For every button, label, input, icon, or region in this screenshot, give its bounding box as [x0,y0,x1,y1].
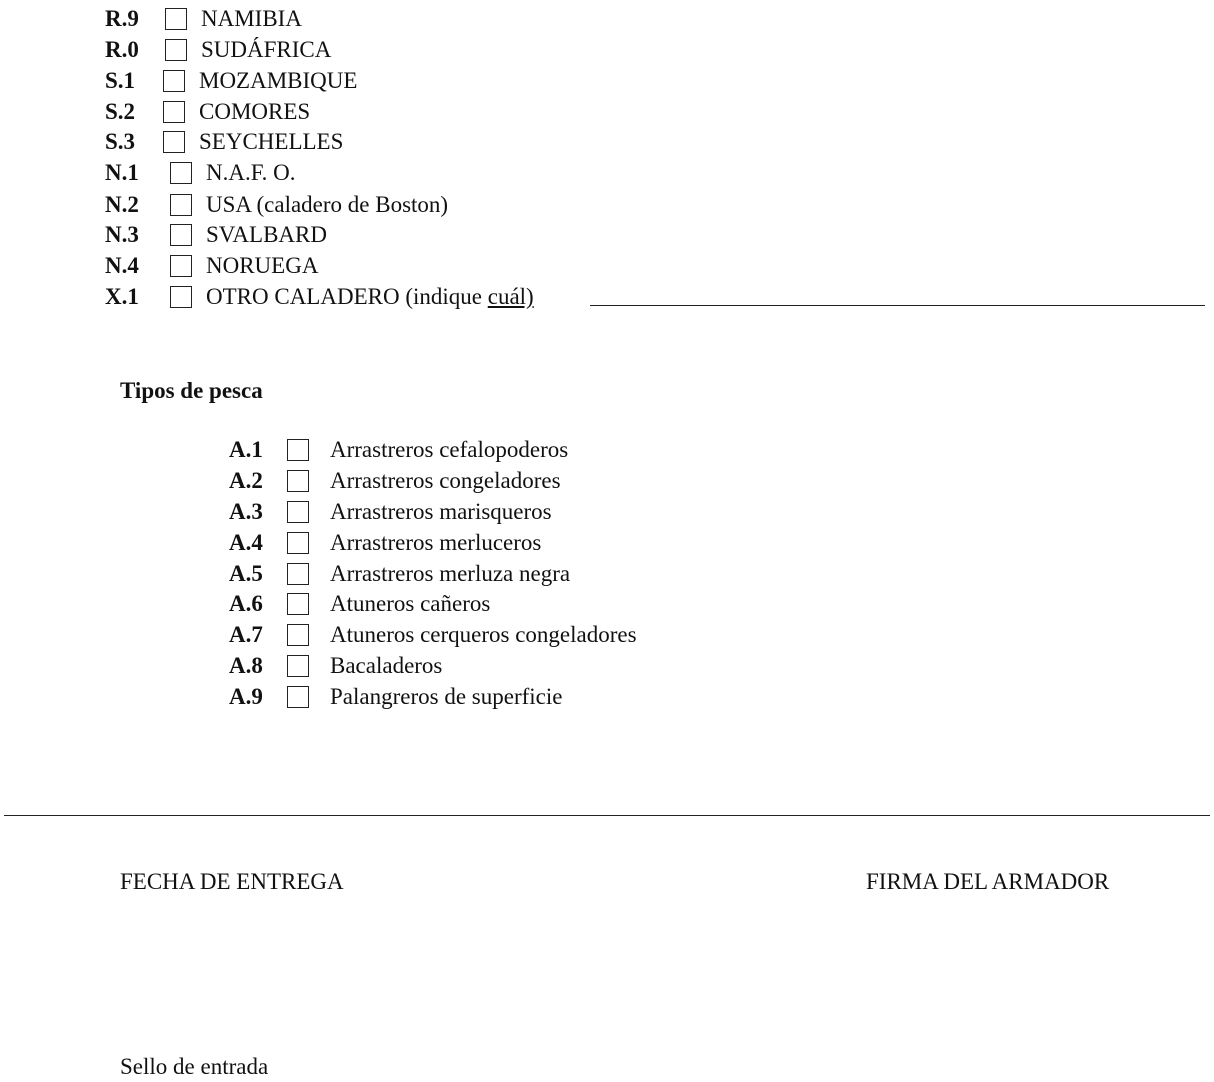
caladero-option [105,127,343,157]
caladero-checkbox[interactable] [170,162,192,184]
caladero-option-otro [105,282,534,312]
caladero-option [105,220,327,250]
tipo-pesca-checkbox[interactable] [287,501,309,523]
tipo-pesca-label: Atuneros cerqueros congeladores [330,622,637,647]
section-divider [4,815,1210,816]
tipo-pesca-option [229,466,561,496]
tipo-pesca-label: Arrastreros merluceros [330,530,542,555]
caladero-code: N.4 [105,253,139,278]
caladero-checkbox[interactable] [163,101,185,123]
caladero-label: NAMIBIA [201,6,302,31]
tipo-pesca-checkbox[interactable] [287,439,309,461]
tipo-pesca-checkbox[interactable] [287,624,309,646]
caladero-option [105,35,331,65]
tipo-pesca-label: Arrastreros merluza negra [330,561,571,586]
tipo-pesca-option [229,528,541,558]
tipo-pesca-option [229,435,568,465]
otro-label-prefix: OTRO CALADERO (indique [206,284,482,309]
tipo-pesca-option [229,559,570,589]
tipo-pesca-code: A.9 [229,684,263,709]
caladero-code: X.1 [105,284,139,309]
caladero-code: R.0 [105,37,139,62]
caladero-label: MOZAMBIQUE [199,68,358,93]
caladero-option [105,97,310,127]
tipo-pesca-label: Bacaladeros [330,653,443,678]
tipo-pesca-code: A.7 [229,622,263,647]
caladero-option [105,158,296,188]
tipo-pesca-checkbox[interactable] [287,532,309,554]
tipo-pesca-checkbox[interactable] [287,655,309,677]
tipo-pesca-label: Arrastreros cefalopoderos [330,437,569,462]
firma-armador-label: FIRMA DEL ARMADOR [866,869,1110,894]
caladero-checkbox[interactable] [170,194,192,216]
tipo-pesca-code: A.4 [229,530,263,555]
caladero-option [105,251,318,281]
tipo-pesca-code: A.8 [229,653,263,678]
tipo-pesca-option [229,651,442,681]
caladero-checkbox[interactable] [170,224,192,246]
tipo-pesca-code: A.3 [229,499,263,524]
caladero-option [105,190,448,220]
tipo-pesca-option [229,589,490,619]
caladero-label: USA (caladero de Boston) [206,192,449,217]
fecha-entrega-label: FECHA DE ENTREGA [120,869,344,894]
tipo-pesca-label: Arrastreros marisqueros [330,499,552,524]
caladero-option [105,4,302,34]
caladero-option [105,66,357,96]
caladero-label [206,282,534,312]
tipo-pesca-option [229,620,637,650]
tipo-pesca-checkbox[interactable] [287,470,309,492]
caladero-code: S.3 [105,129,136,154]
otro-label-cual: cuál) [487,284,534,309]
section-title-tipos-de-pesca: Tipos de pesca [120,378,263,403]
caladero-label: COMORES [199,99,311,124]
tipo-pesca-checkbox[interactable] [287,593,309,615]
caladero-checkbox[interactable] [163,131,185,153]
sello-entrada-label: Sello de entrada [120,1054,269,1079]
caladero-label: SEYCHELLES [199,129,344,154]
caladero-code: N.1 [105,160,139,185]
caladero-checkbox[interactable] [165,8,187,30]
tipo-pesca-option [229,497,552,527]
caladero-code: S.1 [105,68,136,93]
tipo-pesca-code: A.5 [229,561,263,586]
caladero-checkbox[interactable] [170,255,192,277]
caladero-label: SVALBARD [206,222,327,247]
caladero-label: SUDÁFRICA [201,37,332,62]
tipo-pesca-label: Palangreros de superficie [330,684,563,709]
caladero-label: N.A.F. O. [206,160,296,185]
tipo-pesca-code: A.1 [229,437,263,462]
caladero-label: NORUEGA [206,253,319,278]
tipo-pesca-code: A.6 [229,591,263,616]
tipo-pesca-checkbox[interactable] [287,686,309,708]
caladero-code: S.2 [105,99,136,124]
tipo-pesca-checkbox[interactable] [287,563,309,585]
tipo-pesca-option [229,682,562,712]
tipo-pesca-label: Atuneros cañeros [330,591,491,616]
caladero-checkbox[interactable] [170,286,192,308]
caladero-code: N.3 [105,222,139,247]
otro-caladero-input-line[interactable] [590,305,1205,306]
caladero-code: R.9 [105,6,139,31]
caladero-checkbox[interactable] [165,39,187,61]
caladero-code: N.2 [105,192,139,217]
tipo-pesca-code: A.2 [229,468,263,493]
tipo-pesca-label: Arrastreros congeladores [330,468,561,493]
caladero-checkbox[interactable] [163,70,185,92]
